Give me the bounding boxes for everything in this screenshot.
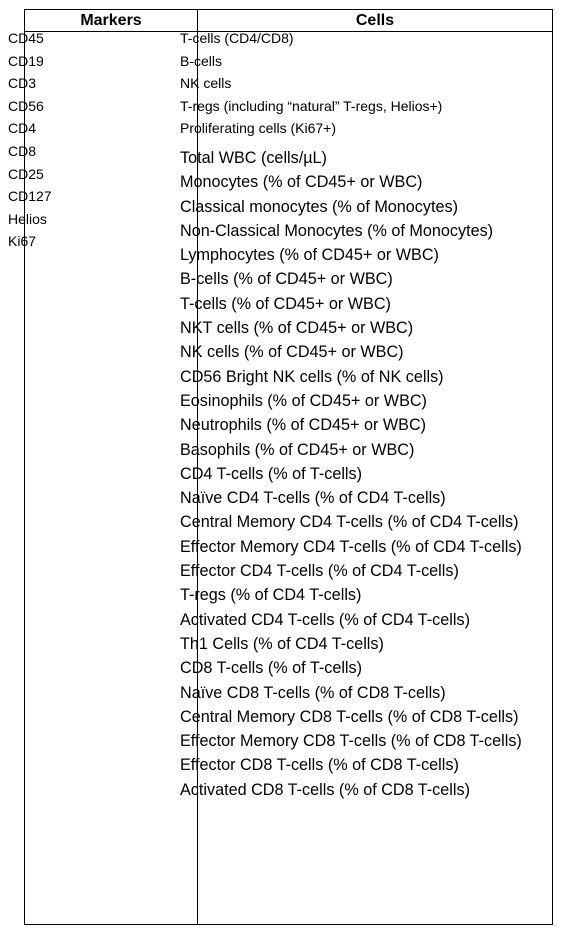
cell-measure-item: NKT cells (% of CD45+ or WBC) [180,319,414,338]
cell-measure-item: T-regs (% of CD4 T-cells) [180,586,362,605]
cell-measure-item: Classical monocytes (% of Monocytes) [180,197,458,216]
cell-measure-item: NK cells (% of CD45+ or WBC) [180,343,404,362]
cell-type-item: Proliferating cells (Ki67+) [180,120,337,137]
markers-column-header: Markers [80,12,142,29]
cell-measure-item: Eosinophils (% of CD45+ or WBC) [180,391,427,410]
marker-item: CD56 [8,97,44,114]
cell-measure-item: T-cells (% of CD45+ or WBC) [180,294,391,313]
cell-type-item: T-regs (including “natural” T-regs, Helios+) [180,97,443,114]
cell-type-item: B-cells [180,52,223,69]
marker-item: CD25 [8,165,44,182]
cell-measure-item: Lymphocytes (% of CD45+ or WBC) [180,246,439,265]
cell-types-list [180,27,525,140]
marker-item: Helios [8,210,47,227]
marker-item: CD45 [8,30,44,46]
markers-list [8,27,168,253]
cell-measure-item: Neutrophils (% of CD45+ or WBC) [180,416,427,435]
cell-measure-item: Activated CD8 T-cells (% of CD8 T-cells) [180,780,470,799]
cell-type-item: T-cells (CD4/CD8) [180,30,294,46]
cell-measure-item: Naïve CD8 T-cells (% of CD8 T-cells) [180,683,446,702]
cell-measure-item: Activated CD4 T-cells (% of CD4 T-cells) [180,610,470,629]
cell-measure-item: CD8 T-cells (% of T-cells) [180,659,362,678]
cell-measure-item: Basophils (% of CD45+ or WBC) [180,440,415,459]
marker-item: CD19 [8,52,44,69]
cell-measure-item: Naïve CD4 T-cells (% of CD4 T-cells) [180,489,446,508]
cell-measure-item: Non-Classical Monocytes (% of Monocytes) [180,221,494,240]
cell-measure-item: CD4 T-cells (% of T-cells) [180,464,362,483]
cell-measure-item: Effector Memory CD8 T-cells (% of CD8 T-cells) [180,732,522,751]
cell-measure-item: Effector CD8 T-cells (% of CD8 T-cells) [180,756,459,775]
marker-item: CD127 [8,188,52,205]
cell-measure-item: Total WBC (cells/µL) [180,149,327,167]
cell-measure-item: B-cells (% of CD45+ or WBC) [180,270,393,289]
marker-item: CD3 [8,75,37,92]
cell-measures-list [180,146,525,802]
cell-measure-item: Monocytes (% of CD45+ or WBC) [180,173,423,192]
marker-item: Ki67 [8,233,37,250]
cell-measure-item: Central Memory CD4 T-cells (% of CD4 T-cells) [180,513,519,532]
cells-column-header: Cells [355,12,395,29]
cell-measure-item: Th1 Cells (% of CD4 T-cells) [180,634,384,653]
marker-item: CD8 [8,142,37,159]
marker-item: CD4 [8,120,37,137]
cell-measure-item: Effector Memory CD4 T-cells (% of CD4 T-cells) [180,537,522,556]
cell-measure-item: Effector CD4 T-cells (% of CD4 T-cells) [180,562,459,581]
cell-type-item: NK cells [180,75,232,92]
cell-measure-item: Central Memory CD8 T-cells (% of CD8 T-cells) [180,707,519,726]
cell-measure-item: CD56 Bright NK cells (% of NK cells) [180,367,444,386]
